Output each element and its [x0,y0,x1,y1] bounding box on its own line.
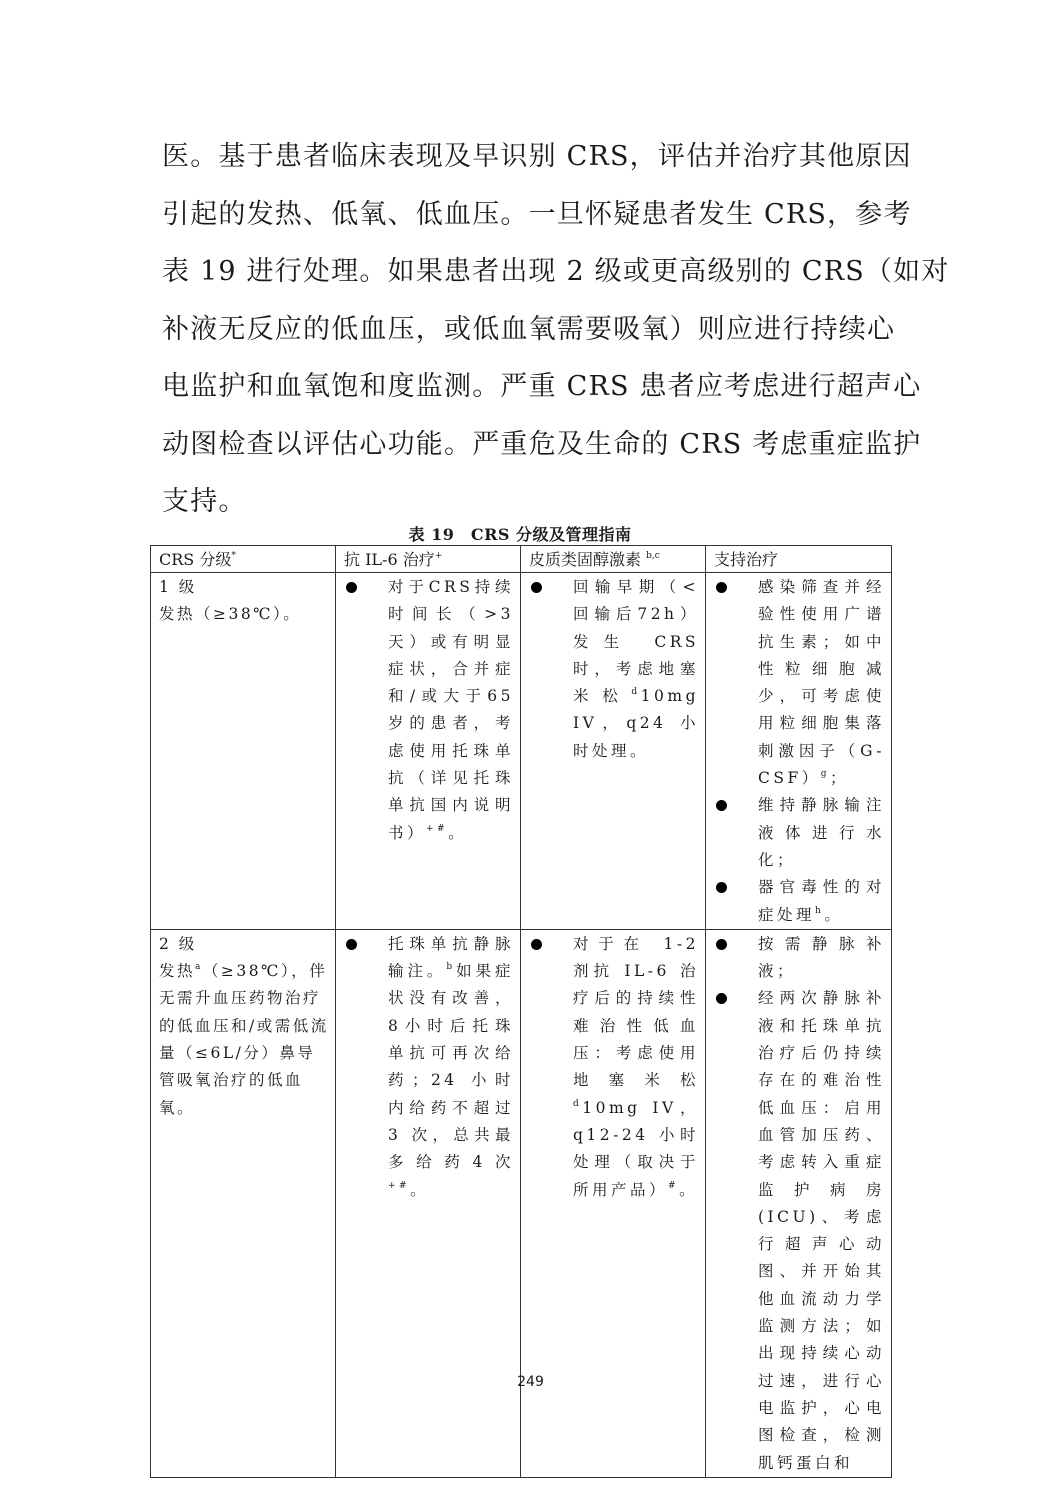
bullet-icon [716,582,727,593]
cell-grade [151,929,336,1477]
cell-anti-il6 [336,929,521,1477]
grade-title: 1 级 [159,578,197,596]
paragraph-line: 表 19 进行处理。如果患者出现 2 级或更高级别的 CRS（如对 [162,256,950,287]
header-anti-il6: 抗 IL-6 治疗+ [336,546,521,573]
bullet-icon [531,939,542,950]
list-item: 托珠单抗静脉输注。$^b$如果症状没有改善，8小时后托珠单抗可再次给药；24 小时内给药不超过 3 次，总共最多给药4次+#。 [344,931,514,1204]
paragraph-line: 电监护和血氧饱和度监测。严重 CRS 患者应考虑进行超声心 [162,371,922,402]
bullet-icon [716,939,727,950]
header-supportive-care: 支持治疗 [706,546,892,573]
cell-support [706,573,892,930]
bullet-icon [716,800,727,811]
cell-anti-il6 [336,573,521,930]
paragraph-line: 补液无反应的低血压，或低血氧需要吸氧）则应进行持续心 [162,313,896,345]
cell-steroids [521,573,706,930]
grade-description: 发热（≥38℃）。 [159,605,302,624]
list-item: 维持静脉输注液体进行水化； [714,792,885,874]
cell-steroids [521,929,706,1477]
bullet-icon [716,882,727,893]
grade-description: 发热$^a$（≥38℃），伴无需升血压药物治疗的低血压和/或需低流量（≤6L/分）鼻导管吸氧治疗的低血氧。 [159,962,329,1117]
bullet-icon [346,939,357,950]
paragraph-line: 支持。 [162,486,247,517]
cell-support [706,929,892,1477]
table-header-row [151,546,892,573]
list-item: 回输早期（<回输后72h）发生 CRS 时，考虑地塞米松$^d$10mg IV，q24 小时处理。 [529,574,699,765]
table-row-grade-2 [151,929,892,1477]
list-item: 按需静脉补液； [714,931,885,986]
grade-title: 2 级 [159,934,197,953]
table-caption: 表 19 CRS 分级及管理指南 [408,525,632,544]
header-corticosteroids: 皮质类固醇激素 $^{b,c}$ [521,546,706,573]
crs-grading-table [150,545,892,1478]
table-row-grade-1 [151,573,892,930]
page-number: 249 [517,1374,544,1390]
bullet-icon [346,582,357,593]
list-item: 对于在 1-2 剂抗 IL-6 治疗后的持续性难治性低血压：考虑使用地塞米松 $^d$10mg IV，q12-24 小时处理（取决于所用产品）#。 [529,931,699,1204]
paragraph-line: 医。基于患者临床表现及早识别 CRS，评估并治疗其他原因 [162,141,912,172]
body-paragraph [162,128,950,531]
list-item: 感染筛查并经验性使用广谱抗生素；如中性粒细胞减少，可考虑使用粒细胞集落刺激因子$(G-CSF)^g$； [714,574,885,792]
paragraph-line: 引起的发热、低氧、低血压。一旦怀疑患者发生 CRS，参考 [162,198,912,230]
list-item: 器官毒性的对症处理$^h$。 [714,874,885,929]
header-crs-grade: CRS 分级* [151,546,336,573]
bullet-icon [716,993,727,1004]
paragraph-line: 动图检查以评估心功能。严重危及生命的 CRS 考虑重症监护 [162,428,922,460]
list-item: 经两次静脉补液和托珠单抗治疗后仍持续存在的难治性低血压：启用血管加压药、考虑转入重症监护病房(ICU)、考虑行超声心动图、并开始其他血流动力学监测方法；如出现持续心动过速，进行心电监护，心电图检查，检测肌钙蛋白和 [714,985,885,1476]
bullet-icon [531,582,542,593]
list-item: 对于CRS持续时间长（>3天）或有明显症状，合并症和/或大于65岁的患者，考虑使用托珠单抗（详见托珠单抗国内说明书）+#。 [344,574,514,847]
cell-grade [151,573,336,930]
